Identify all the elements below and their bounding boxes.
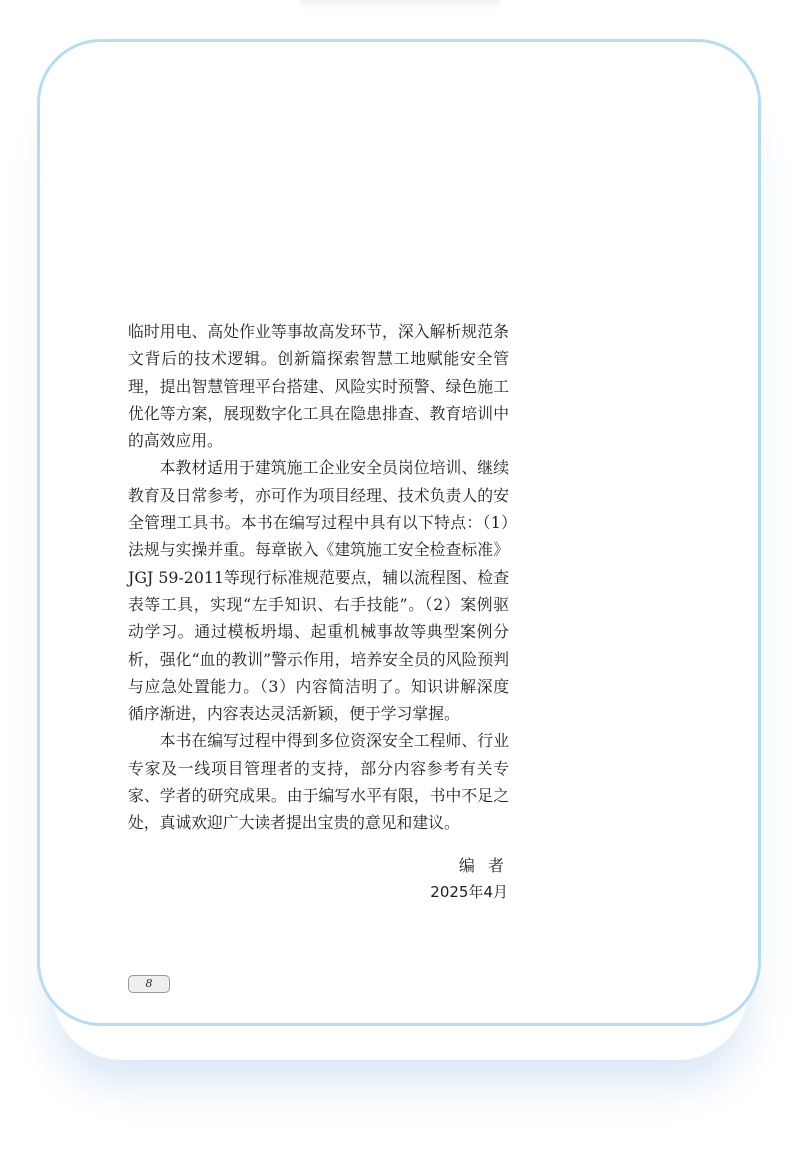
author-signature: 编 者	[458, 856, 508, 875]
preface-body	[128, 318, 509, 837]
page-number-badge: 8	[128, 975, 170, 993]
paragraph-continued: 临时用电、高处作业等事故高发环节，深入解析规范条文背后的技术逻辑。创新篇探索智慧工地赋能安全管理，提出智慧管理平台搭建、风险实时预警、绿色施工优化等方案，展现数字化工具在隐患排查、教育培训中的高效应用。	[128, 322, 509, 451]
top-edge-shadow	[300, 0, 500, 12]
paragraph-features: 本教材适用于建筑施工企业安全员岗位培训、继续教育及日常参考，亦可作为项目经理、技术负责人的安全管理工具书。本书在编写过程中具有以下特点：（1）法规与实操并重。每章嵌入《建筑施工安全检查标准》JGJ 59-2011等现行标准规范要点，辅以流程图、检查表等工具，实现“左手知识、右手技能”。（2）案例驱动学习。通过模板坍塌、起重机械事故等典型案例分析，强化“血的教训”警示作用，培养安全员的风险预判与应急处置能力。（3）内容简洁明了。知识讲解深度循序渐进，内容表达灵活新颖，便于学习掌握。	[128, 458, 509, 724]
paragraph-acknowledgement: 本书在编写过程中得到多位资深安全工程师、行业专家及一线项目管理者的支持，部分内容参考有关专家、学者的研究成果。由于编写水平有限，书中不足之处，真诚欢迎广大读者提出宝贵的意见和建议。	[128, 731, 509, 833]
preface-date: 2025年4月	[430, 883, 508, 901]
